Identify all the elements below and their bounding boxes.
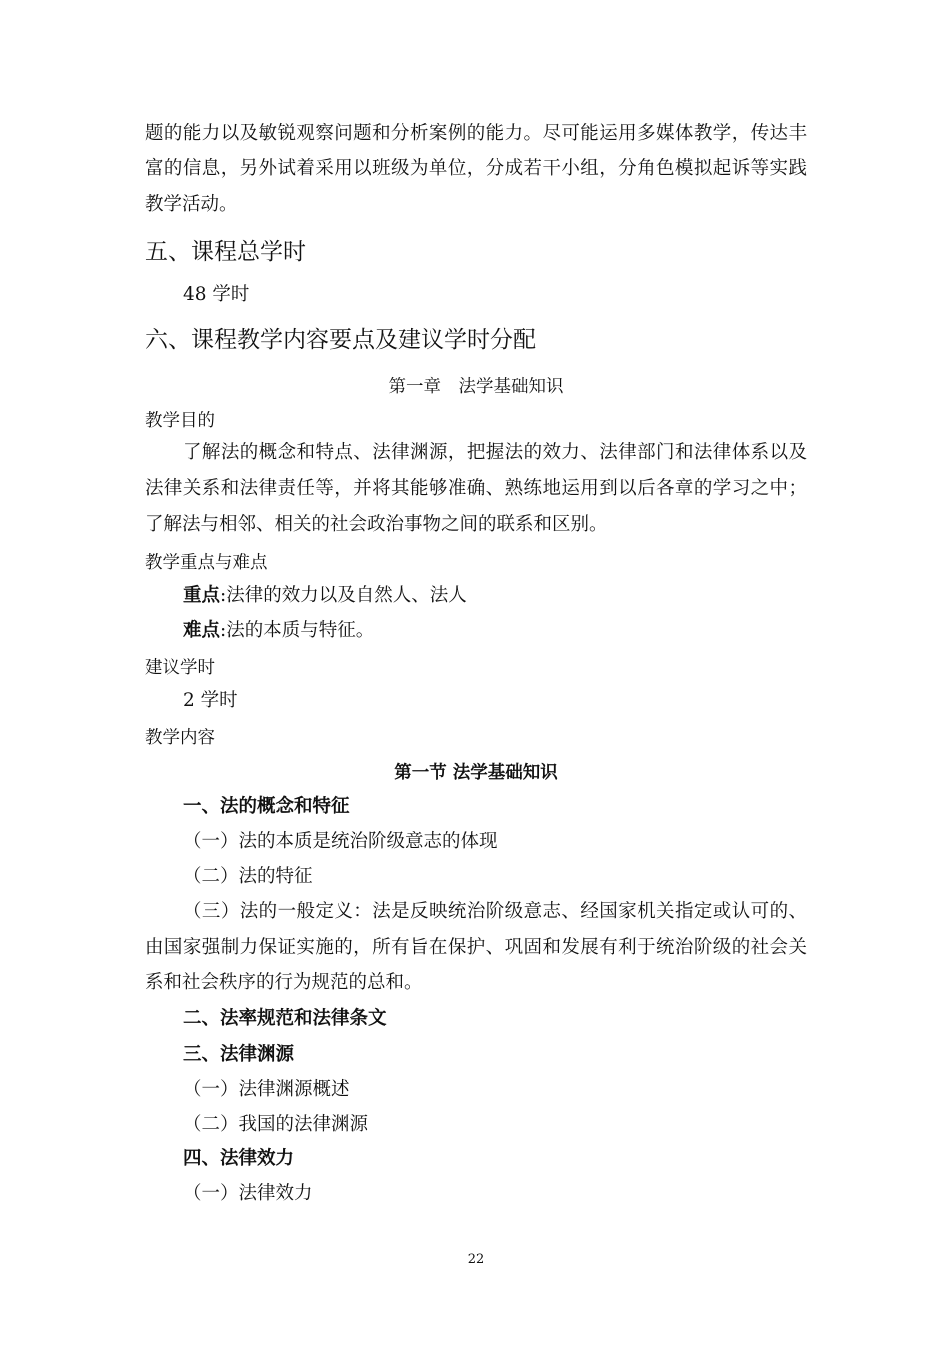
section-5-title: 五、课程总学时	[145, 239, 306, 265]
objective-line-2: 法律关系和法律责任等，并将其能够准确、熟练地运用到以后各章的学习之中；	[145, 478, 807, 499]
item-1-3-line-2: 由国家强制力保证实施的，所有旨在保护、巩固和发展有利于统治阶级的社会关	[145, 937, 807, 958]
keypoints-heading: 教学重点与难点	[145, 553, 268, 573]
key-point	[183, 583, 467, 609]
difficult-point	[183, 618, 374, 644]
item-3-2: （二）我国的法律渊源	[183, 1114, 369, 1135]
page-number: 22	[467, 1252, 485, 1267]
objective-line-1: 了解法的概念和特点、法律渊源，把握法的效力、法律部门和法律体系以及	[183, 442, 807, 463]
difficult-point-text: :法的本质与特征。	[220, 620, 375, 641]
item-heading-1: 一、法的概念和特征	[183, 796, 350, 817]
item-4-1: （一）法律效力	[183, 1183, 313, 1204]
intro-line-1: 题的能力以及敏锐观察问题和分析案例的能力。尽可能运用多媒体教学，传达丰	[145, 123, 807, 144]
item-3-1: （一）法律渊源概述	[183, 1079, 350, 1100]
item-heading-4: 四、法律效力	[183, 1148, 295, 1169]
item-1-3-line-1: （三）法的一般定义：法是反映统治阶级意志、经国家机关指定或认可的、	[183, 901, 807, 922]
section-6-title: 六、课程教学内容要点及建议学时分配	[145, 327, 536, 353]
difficult-point-label: 难点	[183, 620, 221, 641]
section-1-title: 第一节 法学基础知识	[394, 763, 558, 783]
item-1-3-line-3: 系和社会秩序的行为规范的总和。	[145, 972, 423, 993]
objective-heading: 教学目的	[145, 411, 215, 431]
chapter-hours: 2 学时	[183, 690, 238, 711]
objective-line-3: 了解法与相邻、相关的社会政治事物之间的联系和区别。	[145, 514, 608, 535]
intro-line-3: 教学活动。	[145, 194, 238, 215]
key-point-label: 重点	[183, 585, 221, 606]
chapter-title: 第一章 法学基础知识	[388, 377, 564, 397]
intro-line-2: 富的信息，另外试着采用以班级为单位，分成若干小组，分角色模拟起诉等实践	[145, 158, 807, 179]
item-1-1: （一）法的本质是统治阶级意志的体现	[183, 831, 498, 852]
item-heading-2: 二、法率规范和法律条文	[183, 1008, 387, 1029]
item-heading-3: 三、法律渊源	[183, 1044, 295, 1065]
key-point-text: :法律的效力以及自然人、法人	[220, 585, 467, 606]
total-hours: 48 学时	[183, 284, 250, 305]
item-1-2: （二）法的特征	[183, 866, 313, 887]
hours-heading: 建议学时	[145, 658, 215, 678]
content-heading: 教学内容	[145, 728, 215, 748]
